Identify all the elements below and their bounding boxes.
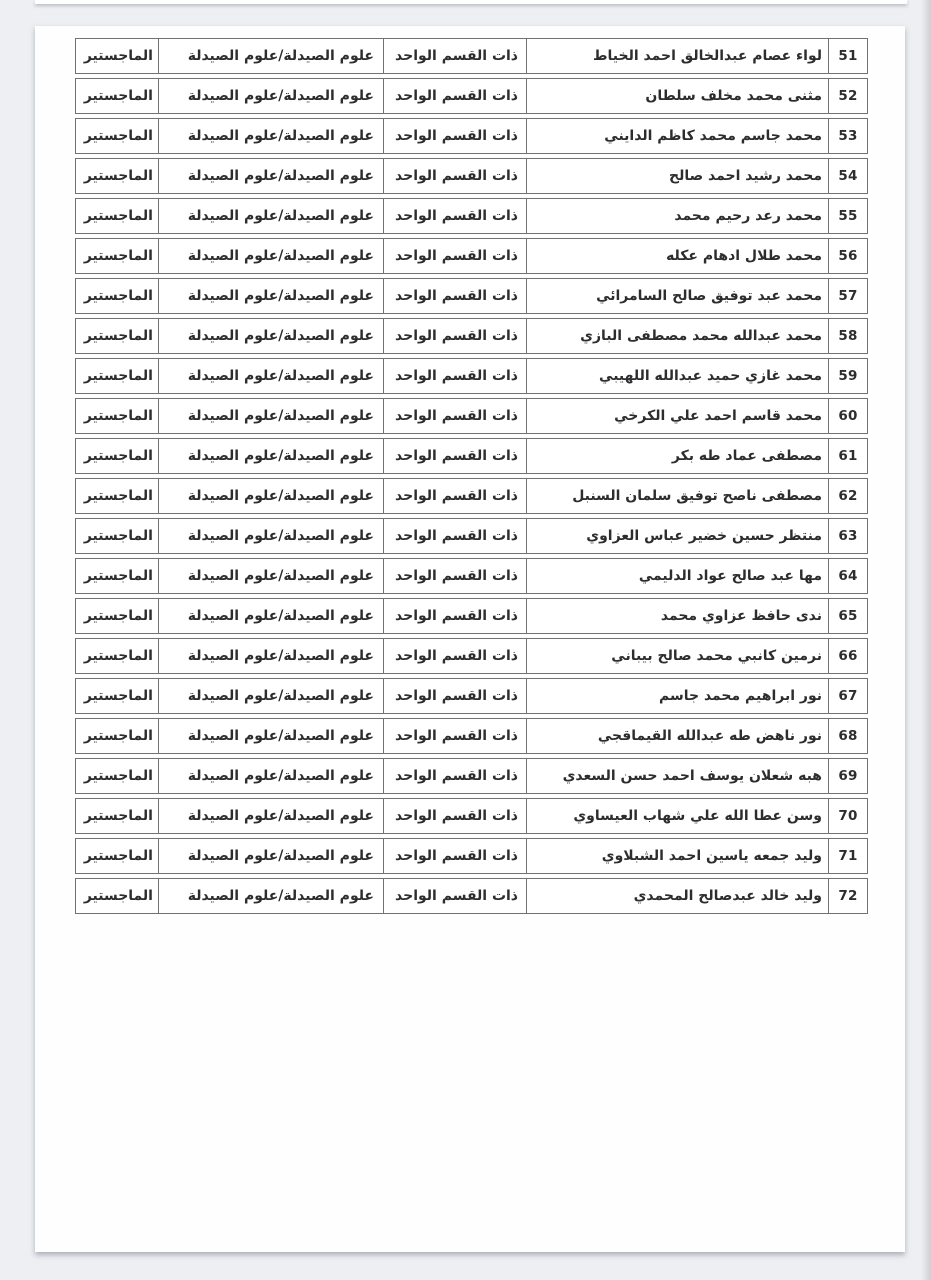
table-row [75,238,868,274]
cell-student-name: محمد رعد رحيم محمد [527,199,829,233]
cell-student-name: محمد قاسم احمد علي الكرخي [527,399,829,433]
cell-specialty: علوم الصيدلة/علوم الصيدلة [159,399,384,433]
table-row [75,78,868,114]
cell-degree: الماجستير [76,279,159,313]
table-row [75,278,868,314]
cell-student-name: مثنى محمد مخلف سلطان [527,79,829,113]
cell-student-name: ندى حافظ عزاوي محمد [527,599,829,633]
cell-department: ذات القسم الواحد [384,39,527,73]
cell-department: ذات القسم الواحد [384,799,527,833]
cell-specialty: علوم الصيدلة/علوم الصيدلة [159,839,384,873]
table-row [75,678,868,714]
cell-department: ذات القسم الواحد [384,199,527,233]
cell-student-name: وسن عطا الله علي شهاب العيساوي [527,799,829,833]
cell-degree: الماجستير [76,159,159,193]
cell-specialty: علوم الصيدلة/علوم الصيدلة [159,639,384,673]
cell-degree: الماجستير [76,599,159,633]
cell-row-number: 72 [838,888,858,904]
cell-row-number: 63 [838,528,858,544]
document-page [35,26,905,1252]
cell-student-name: مصطفى عماد طه بكر [527,439,829,473]
table-row [75,198,868,234]
previous-page-edge [35,0,907,4]
cell-row-number: 65 [838,608,858,624]
cell-department: ذات القسم الواحد [384,319,527,353]
cell-specialty: علوم الصيدلة/علوم الصيدلة [159,39,384,73]
cell-department: ذات القسم الواحد [384,719,527,753]
cell-department: ذات القسم الواحد [384,119,527,153]
cell-specialty: علوم الصيدلة/علوم الصيدلة [159,79,384,113]
cell-row-number: 68 [838,728,858,744]
cell-degree: الماجستير [76,559,159,593]
cell-student-name: وليد خالد عبدصالح المحمدي [527,879,829,913]
cell-degree: الماجستير [76,519,159,553]
cell-degree: الماجستير [76,679,159,713]
cell-degree: الماجستير [76,799,159,833]
cell-row-number: 64 [838,568,858,584]
table-row [75,38,868,74]
cell-student-name: منتظر حسين خضير عباس العزاوي [527,519,829,553]
cell-student-name: محمد طلال ادهام عكله [527,239,829,273]
cell-department: ذات القسم الواحد [384,399,527,433]
cell-specialty: علوم الصيدلة/علوم الصيدلة [159,199,384,233]
table-row [75,558,868,594]
cell-degree: الماجستير [76,359,159,393]
cell-row-number: 54 [838,168,858,184]
cell-specialty: علوم الصيدلة/علوم الصيدلة [159,799,384,833]
cell-department: ذات القسم الواحد [384,639,527,673]
cell-degree: الماجستير [76,79,159,113]
cell-row-number: 58 [838,328,858,344]
cell-degree: الماجستير [76,239,159,273]
cell-specialty: علوم الصيدلة/علوم الصيدلة [159,279,384,313]
cell-student-name: لواء عصام عبدالخالق احمد الخياط [527,39,829,73]
cell-degree: الماجستير [76,319,159,353]
cell-student-name: نور ابراهيم محمد جاسم [527,679,829,713]
cell-row-number: 52 [838,88,858,104]
cell-student-name: مصطفى ناصح توفيق سلمان السنبل [527,479,829,513]
cell-row-number: 60 [838,408,858,424]
cell-degree: الماجستير [76,759,159,793]
cell-row-number: 53 [838,128,858,144]
cell-degree: الماجستير [76,879,159,913]
cell-student-name: محمد عبدالله محمد مصطفى البازي [527,319,829,353]
cell-department: ذات القسم الواحد [384,479,527,513]
cell-department: ذات القسم الواحد [384,79,527,113]
cell-degree: الماجستير [76,39,159,73]
cell-specialty: علوم الصيدلة/علوم الصيدلة [159,239,384,273]
cell-student-name: هبه شعلان يوسف احمد حسن السعدي [527,759,829,793]
cell-specialty: علوم الصيدلة/علوم الصيدلة [159,879,384,913]
cell-degree: الماجستير [76,439,159,473]
cell-row-number: 69 [838,768,858,784]
cell-row-number: 61 [838,448,858,464]
cell-department: ذات القسم الواحد [384,159,527,193]
students-table [75,38,868,918]
table-row [75,638,868,674]
cell-degree: الماجستير [76,479,159,513]
cell-student-name: محمد رشيد احمد صالح [527,159,829,193]
table-row [75,598,868,634]
cell-department: ذات القسم الواحد [384,599,527,633]
cell-student-name: مها عبد صالح عواد الدليمي [527,559,829,593]
cell-department: ذات القسم الواحد [384,359,527,393]
cell-row-number: 57 [838,288,858,304]
table-row [75,158,868,194]
cell-specialty: علوم الصيدلة/علوم الصيدلة [159,159,384,193]
cell-department: ذات القسم الواحد [384,559,527,593]
cell-specialty: علوم الصيدلة/علوم الصيدلة [159,439,384,473]
table-row [75,838,868,874]
cell-row-number: 55 [838,208,858,224]
cell-student-name: وليد جمعه ياسين احمد الشبلاوي [527,839,829,873]
table-row [75,118,868,154]
cell-row-number: 56 [838,248,858,264]
cell-specialty: علوم الصيدلة/علوم الصيدلة [159,679,384,713]
cell-specialty: علوم الصيدلة/علوم الصيدلة [159,479,384,513]
table-row [75,398,868,434]
cell-degree: الماجستير [76,639,159,673]
cell-department: ذات القسم الواحد [384,839,527,873]
cell-row-number: 71 [838,848,858,864]
cell-student-name: محمد غازي حميد عبدالله اللهيبي [527,359,829,393]
cell-department: ذات القسم الواحد [384,439,527,473]
cell-degree: الماجستير [76,199,159,233]
cell-degree: الماجستير [76,719,159,753]
cell-specialty: علوم الصيدلة/علوم الصيدلة [159,759,384,793]
window-right-edge-shade [921,0,931,1280]
cell-row-number: 66 [838,648,858,664]
cell-specialty: علوم الصيدلة/علوم الصيدلة [159,359,384,393]
cell-degree: الماجستير [76,399,159,433]
cell-specialty: علوم الصيدلة/علوم الصيدلة [159,319,384,353]
cell-student-name: نور ناهض طه عبدالله القيماقجي [527,719,829,753]
cell-degree: الماجستير [76,119,159,153]
table-row [75,718,868,754]
cell-degree: الماجستير [76,839,159,873]
cell-department: ذات القسم الواحد [384,679,527,713]
cell-specialty: علوم الصيدلة/علوم الصيدلة [159,119,384,153]
cell-specialty: علوم الصيدلة/علوم الصيدلة [159,519,384,553]
cell-student-name: نرمين كانبي محمد صالح بيباني [527,639,829,673]
cell-department: ذات القسم الواحد [384,519,527,553]
cell-department: ذات القسم الواحد [384,279,527,313]
cell-row-number: 67 [838,688,858,704]
table-row [75,518,868,554]
cell-specialty: علوم الصيدلة/علوم الصيدلة [159,559,384,593]
cell-department: ذات القسم الواحد [384,239,527,273]
cell-row-number: 70 [838,808,858,824]
table-row [75,878,868,914]
cell-row-number: 51 [838,48,858,64]
table-row [75,318,868,354]
cell-row-number: 59 [838,368,858,384]
table-row [75,798,868,834]
table-row [75,478,868,514]
cell-student-name: محمد جاسم محمد كاظم الدايني [527,119,829,153]
table-row [75,438,868,474]
cell-student-name: محمد عبد توفيق صالح السامرائي [527,279,829,313]
cell-specialty: علوم الصيدلة/علوم الصيدلة [159,719,384,753]
cell-row-number: 62 [838,488,858,504]
cell-specialty: علوم الصيدلة/علوم الصيدلة [159,599,384,633]
table-row [75,758,868,794]
cell-department: ذات القسم الواحد [384,759,527,793]
table-row [75,358,868,394]
cell-department: ذات القسم الواحد [384,879,527,913]
